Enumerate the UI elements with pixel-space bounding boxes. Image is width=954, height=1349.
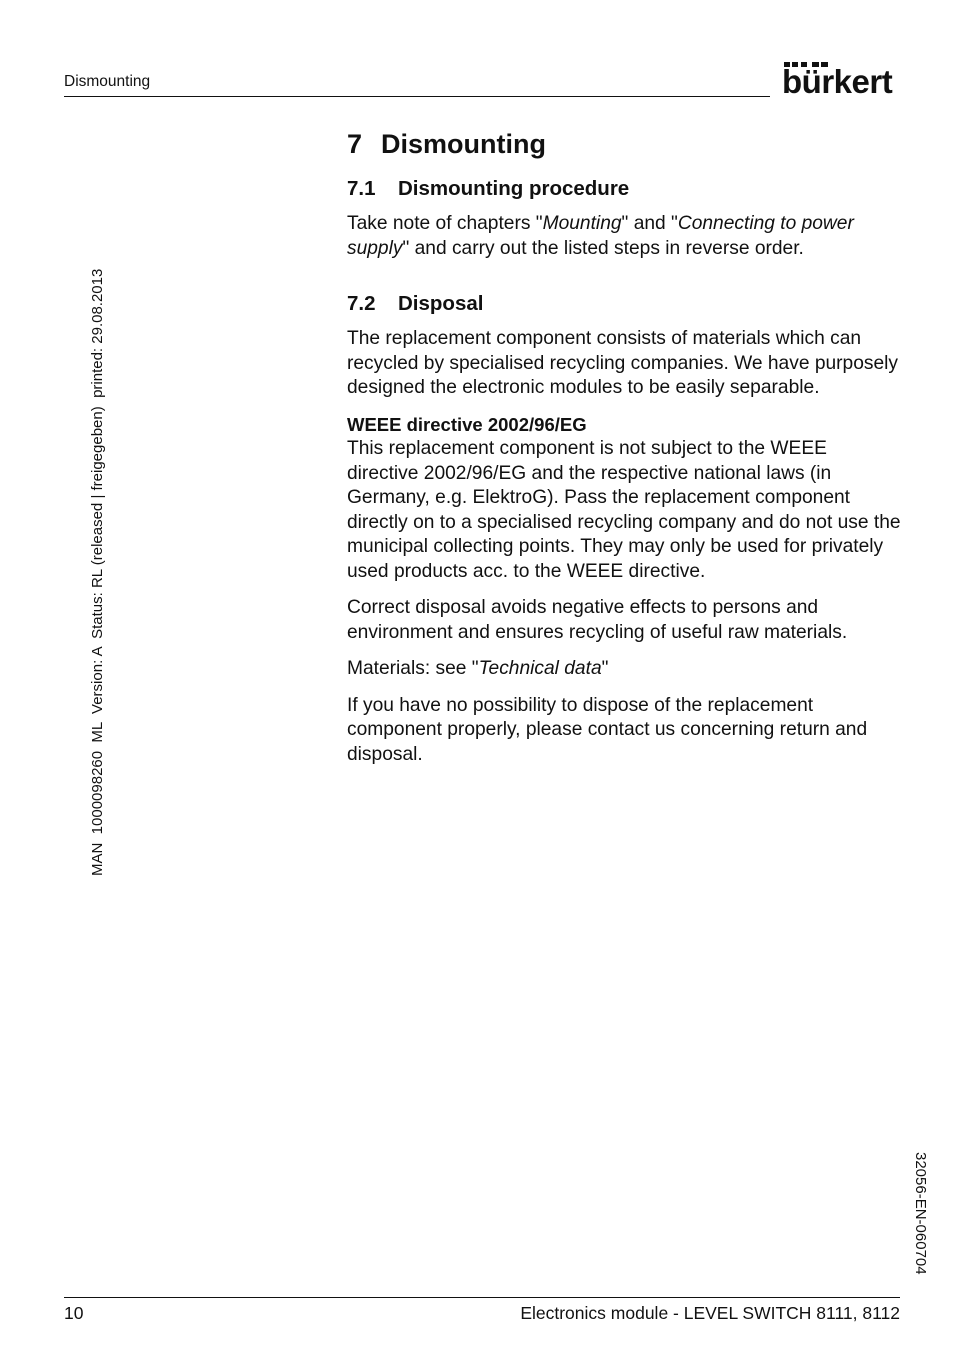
section-number: 7.2 (347, 292, 376, 315)
dismounting-paragraph: Take note of chapters "Mounting" and "Connecting to power supply" and carry out the listed steps in reverse order. (347, 213, 854, 259)
section-heading-7-1 (347, 176, 903, 202)
chapter-reference: Technical data (478, 658, 602, 679)
burkert-logo (782, 62, 900, 98)
contact-paragraph: If you have no possibility to dispose of the replacement component properly, please contact us concerning return and disposal. (347, 694, 868, 765)
chapter-heading (347, 128, 903, 160)
disposal-paragraph: The replacement component consists of materials which can recycled by specialised recycling companies. We have purposely designed the electronic modules to be easily separable. (347, 328, 899, 398)
chapter-number: 7 (347, 129, 363, 159)
document-code-vertical: 32056-EN-060704 (912, 1152, 929, 1275)
correct-disposal-paragraph: Correct disposal avoids negative effects to persons and environment and ensures recycling of useful raw materials. (347, 597, 848, 643)
footer-divider (64, 1297, 900, 1298)
chapter-reference: Mounting (542, 213, 622, 234)
weee-paragraph (347, 413, 903, 585)
section-title: Dismounting procedure (398, 177, 630, 200)
page-number: 10 (64, 1303, 84, 1323)
main-content (347, 128, 903, 779)
header-section-title: Dismounting (64, 73, 151, 90)
chapter-reference: Connecting to power supply (347, 213, 854, 259)
section-title: Disposal (398, 292, 484, 315)
weee-heading: WEEE directive 2002/96/EG (347, 413, 587, 435)
section-number: 7.1 (347, 177, 376, 200)
document-status-vertical: MAN 1000098260 ML Version: A Status: RL (released | freigegeben) printed: 29.08.2013 (89, 268, 106, 876)
logo-wordmark: bürkert (782, 63, 893, 100)
materials-paragraph: Materials: see "Technical data" (347, 658, 609, 679)
footer-document-title: Electronics module - LEVEL SWITCH 8111, 8112 (520, 1303, 900, 1323)
weee-text: This replacement component is not subject to the WEEE directive 2002/96/EG and the respective national laws (in Germany, e.g. ElektroG). Pass the replacement component directly on to a specialised recycling company and do not use the municipal collecting points. They may only be used for privately used products acc. to the WEEE directive. (347, 438, 901, 582)
chapter-title: Dismounting (381, 129, 546, 159)
header-divider (64, 96, 770, 97)
section-heading-7-2 (347, 291, 903, 317)
